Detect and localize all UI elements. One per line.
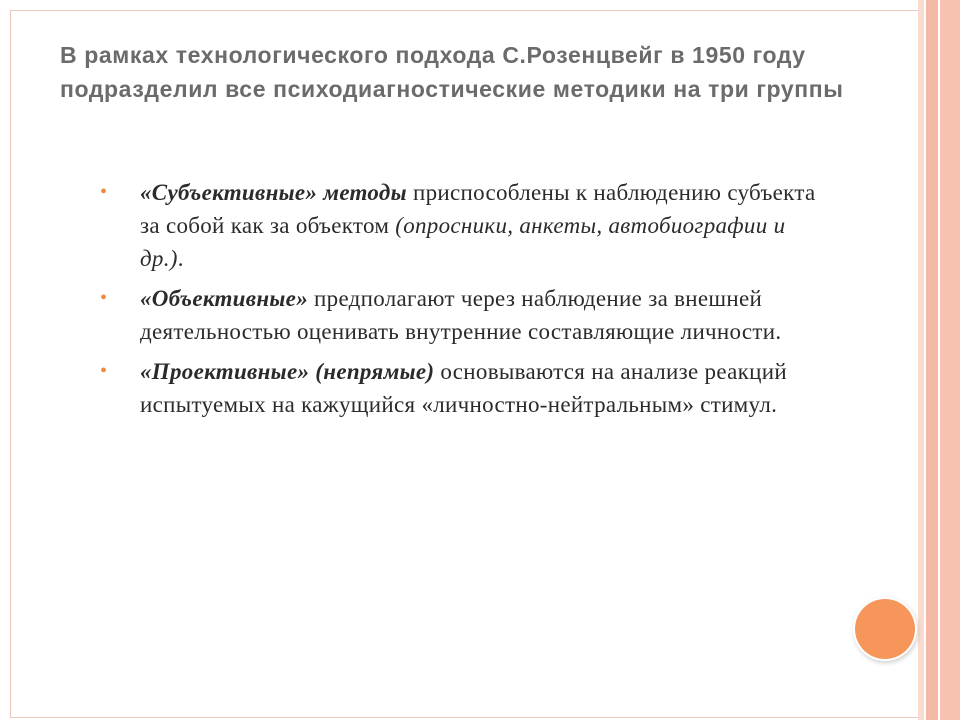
bullet-list <box>100 176 820 428</box>
bullet-icon: • <box>100 181 108 203</box>
item-tail: . <box>177 246 184 271</box>
bullet-icon: • <box>100 360 108 382</box>
item-emphasis: «Субъективные» методы <box>140 180 407 205</box>
bullet-icon: • <box>100 287 108 309</box>
item-emphasis: «Проективные» (непрямые) <box>140 359 435 384</box>
item-text: основываются на анализе реакций испытуемых на кажущийся «личностно-нейтральным» стимул. <box>140 359 787 417</box>
item-note: (опросники, анкеты, автобиографии и др.) <box>140 213 786 271</box>
list-item <box>100 355 820 421</box>
decorative-circle <box>855 599 915 659</box>
stripe <box>926 0 938 720</box>
decorative-stripes <box>918 0 960 720</box>
slide-title: В рамках технологического подхода С.Розенцвейг в 1950 году подразделил все психодиагностические методики на три группы <box>60 42 844 102</box>
list-item <box>100 282 820 348</box>
list-item <box>100 176 820 275</box>
item-emphasis: «Объективные» <box>140 286 308 311</box>
stripe <box>940 0 960 720</box>
item-text: предполагают через наблюдение за внешней деятельностью оценивать внутренние составляющие личности. <box>140 286 782 344</box>
item-text: приспособлены к наблюдению субъекта за собой как за объектом <box>140 180 816 238</box>
